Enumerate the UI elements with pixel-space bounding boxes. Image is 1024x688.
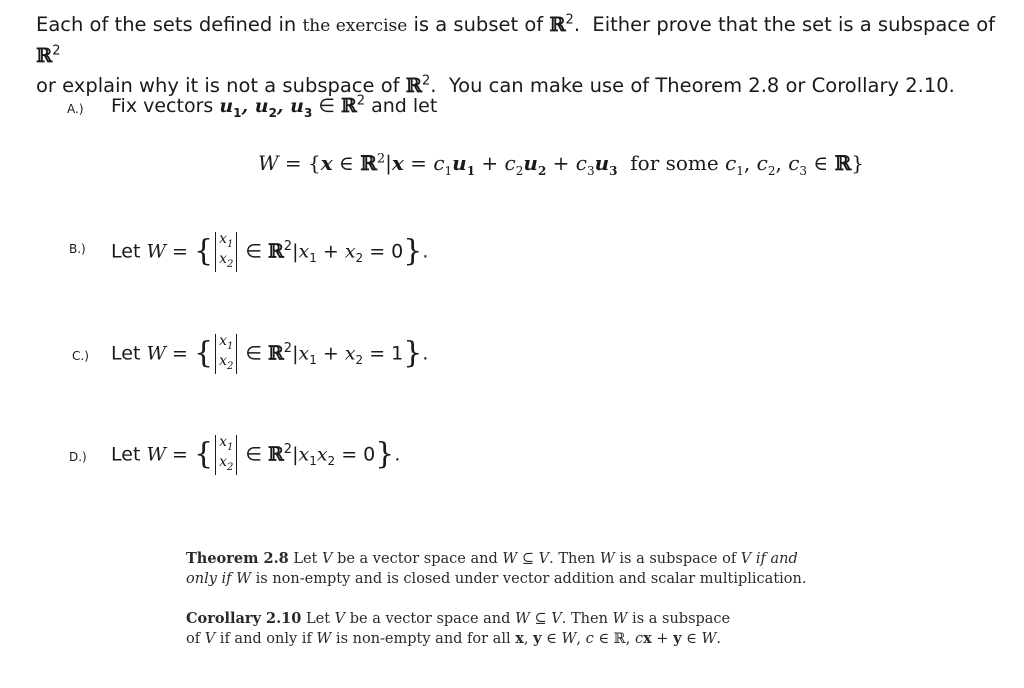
- corollary-2-10: Corollary 2.10 Let V be a vector space and W ⊆ V. Then W is a subspace of V if and only if W is non-empty and for all x, y ∈ W, c ∈ ℝ, cx + y ∈ W.: [186, 610, 731, 647]
- theorem-title: Theorem 2.8: [186, 550, 289, 567]
- problem-b-text: Let W = { $x_1$ $x_2$ ∈ $ℝ^2|x_1 + x_2 = 0$}.: [111, 231, 429, 270]
- theorem-2-8: Theorem 2.8 Let V be a vector space and W ⊆ V. Then W is a subspace of V if and only if W is non-empty and is closed under vector addition and scalar multiplication.: [186, 550, 807, 587]
- problem-a-text: Fix vectors $u_1$, $u_2$, $u_3$ ∈ ℝ$^2$ and let: [111, 93, 438, 120]
- problem-d-text: Let W = { $x_1$ $x_2$ ∈ $ℝ^2|x_1x_2 = 0$}.: [111, 434, 401, 473]
- problem-a-set: W = {x ∈ ℝ$^2$|x = $c_1u_1 + c_2u_2 + c_3u_3$ for some $c_1$, $c_2$, $c_3$ ∈ ℝ}: [258, 151, 864, 178]
- instructions-line-1: Each of the sets defined in the exercise is a subset of ℝ$^2$. Either prove that the set is a subspace of ℝ$^2$: [36, 12, 996, 67]
- instructions-line-2: or explain why it is not a subspace of ℝ$^2$. You can make use of Theorem 2.8 or Corollary 2.10.: [36, 73, 955, 97]
- problem-b-label: B.): [69, 242, 86, 256]
- problem-a-label: A.): [67, 102, 84, 116]
- corollary-title: Corollary 2.10: [186, 610, 302, 627]
- problem-d-label: D.): [69, 450, 87, 464]
- problem-c-label: C.): [72, 349, 89, 363]
- instructions: [36, 10, 1016, 101]
- problem-c-text: Let W = { $x_1$ $x_2$ ∈ $ℝ^2|x_1 + x_2 = 1$}.: [111, 333, 429, 372]
